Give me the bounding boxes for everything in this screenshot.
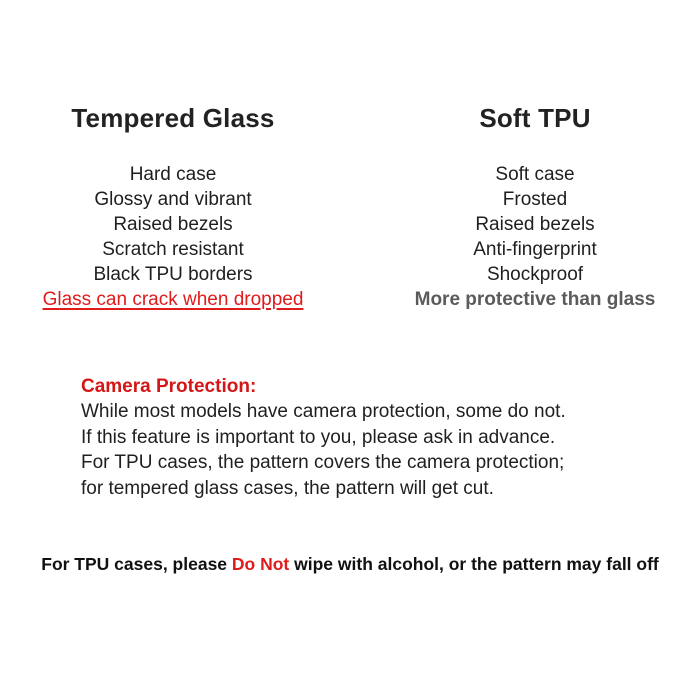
soft-tpu-features bbox=[405, 162, 665, 312]
feature-item: Raised bezels bbox=[475, 214, 595, 235]
do-not-emphasis: Do Not bbox=[231, 554, 290, 574]
feature-item: Anti-fingerprint bbox=[473, 239, 597, 260]
tempered-glass-column bbox=[40, 100, 306, 312]
feature-item: Shockproof bbox=[486, 264, 584, 285]
camera-protection-line: for tempered glass cases, the pattern will get cut. bbox=[81, 477, 494, 499]
soft-tpu-title: Soft TPU bbox=[479, 103, 591, 133]
feature-item: Black TPU borders bbox=[93, 264, 253, 285]
feature-item: Scratch resistant bbox=[102, 239, 244, 260]
camera-protection-section bbox=[81, 374, 641, 501]
camera-protection-heading: Camera Protection: bbox=[81, 376, 257, 397]
alcohol-warning-suffix: wipe with alcohol, or the pattern may fall off bbox=[289, 554, 659, 574]
tempered-glass-title: Tempered Glass bbox=[71, 103, 275, 133]
feature-item: Raised bezels bbox=[113, 214, 233, 235]
feature-item: Glossy and vibrant bbox=[94, 189, 252, 210]
tempered-glass-features bbox=[40, 162, 306, 312]
camera-protection-line: While most models have camera protection, some do not. bbox=[81, 401, 566, 422]
feature-item: Hard case bbox=[129, 164, 217, 185]
alcohol-warning-prefix: For TPU cases, please bbox=[41, 554, 232, 574]
feature-item: Frosted bbox=[502, 189, 568, 210]
camera-protection-line: For TPU cases, the pattern covers the camera protection; bbox=[81, 452, 565, 473]
soft-tpu-column bbox=[405, 100, 665, 312]
feature-item: Soft case bbox=[495, 164, 575, 185]
alcohol-warning-note bbox=[0, 551, 700, 577]
glass-crack-warning: Glass can crack when dropped bbox=[42, 289, 304, 310]
protective-note: More protective than glass bbox=[414, 289, 656, 310]
camera-protection-line: If this feature is important to you, please ask in advance. bbox=[81, 426, 556, 448]
